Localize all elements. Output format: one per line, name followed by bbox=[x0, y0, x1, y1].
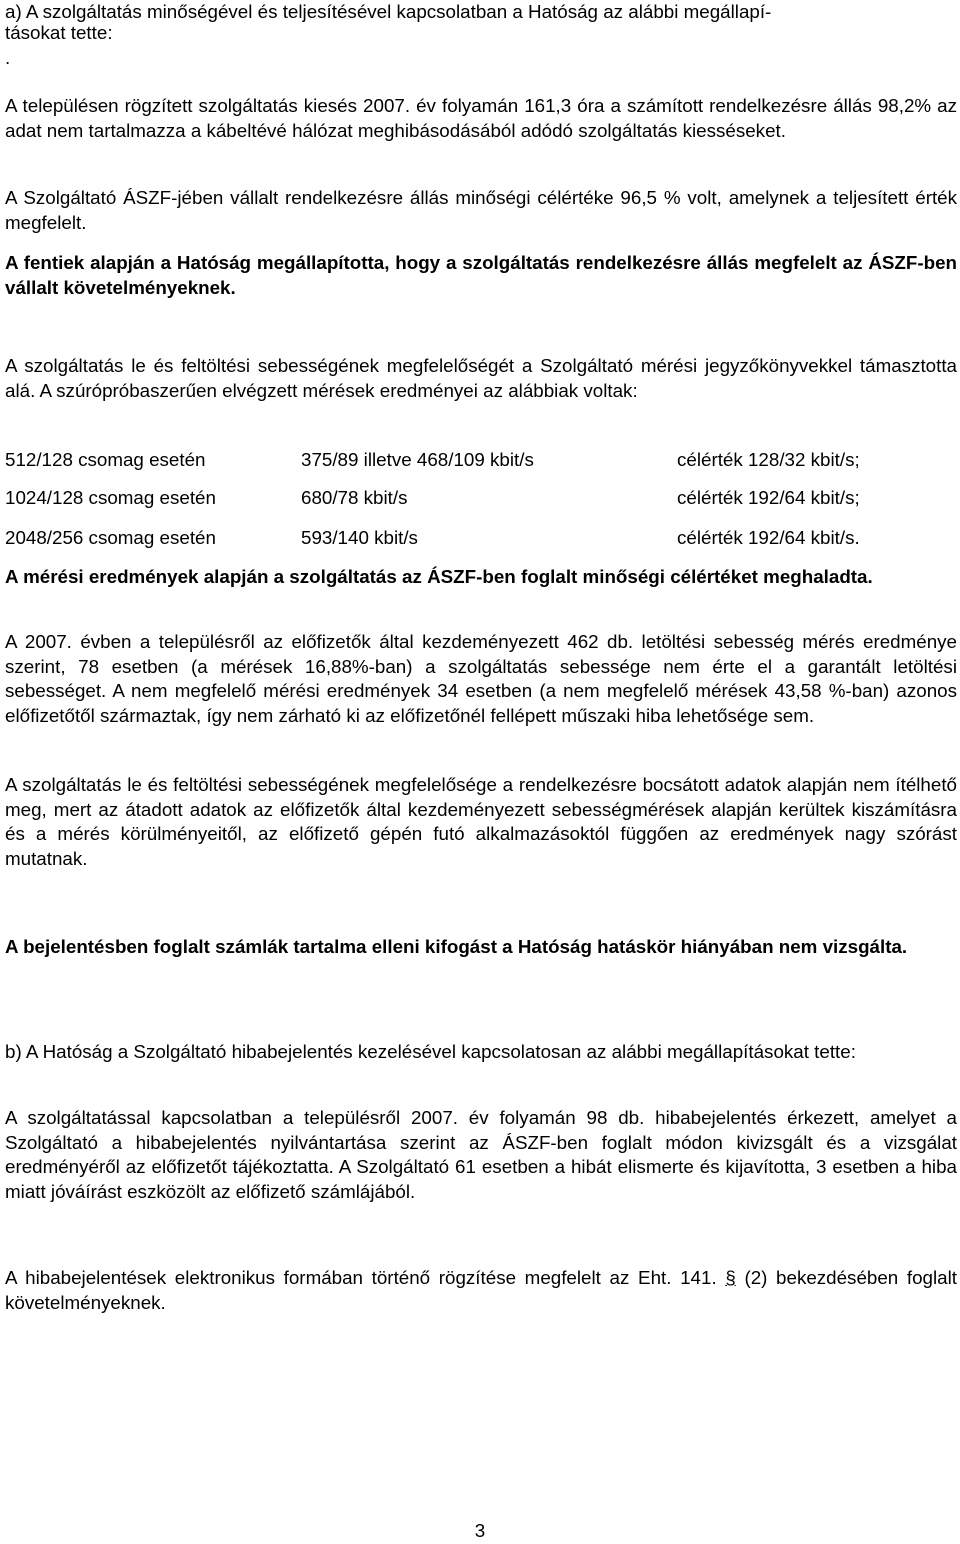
measurement-target: célérték 192/64 kbit/s. bbox=[677, 527, 860, 548]
measurement-row bbox=[5, 486, 957, 512]
paragraph-availability-target: A Szolgáltató ÁSZF-jében vállalt rendelkezésre állás minőségi célértéke 96,5 % volt, amelynek a teljesített érték megfelelt. bbox=[5, 187, 957, 233]
dot-line: . bbox=[5, 47, 11, 68]
measurement-package: 512/128 csomag esetén bbox=[5, 449, 206, 470]
measurement-measured: 680/78 kbit/s bbox=[301, 487, 408, 508]
page-number: 3 bbox=[474, 1520, 486, 1541]
paragraph-fault-reports: A szolgáltatással kapcsolatban a településről 2007. év folyamán 98 db. hibabejelentés érkezett, amelyet a Szolgáltató a hibabejelentés nyilvántartása szerint az ÁSZF-ben foglalt módon kivizsgált és a vizsgálat eredményéről az előfizetőt tájékoztatta. A Szolgáltató 61 esetben a hibát elismerte és kijavította, 3 esetben a hiba miatt jóváírást eszközölt az előfizető számlájából. bbox=[5, 1107, 957, 1202]
paragraph-invoice-conclusion: A bejelentésben foglalt számlák tartalma elleni kifogást a Hatóság hatáskör hiányában nem vizsgálta. bbox=[5, 936, 908, 957]
paragraph-electronic-records bbox=[5, 1266, 957, 1315]
measurement-package: 2048/256 csomag esetén bbox=[5, 527, 216, 548]
paragraph-outage: A településen rögzített szolgáltatás kiesés 2007. év folyamán 161,3 óra a számított rendelkezésre állás 98,2% az adat nem tartalmazza a kábeltévé hálózat meghibásodásából adódó szolgáltatás kiesséseket. bbox=[5, 95, 957, 141]
section-a-intro-line2: tásokat tette: bbox=[5, 22, 113, 43]
measurement-target: célérték 192/64 kbit/s; bbox=[677, 487, 860, 508]
measurement-target: célérték 128/32 kbit/s; bbox=[677, 449, 860, 470]
para-text-before: A hibabejelentések elektronikus formában történő rögzítése megfelelt az Eht. 141. bbox=[5, 1267, 726, 1288]
measurement-measured: 375/89 illetve 468/109 kbit/s bbox=[301, 449, 534, 470]
measurement-measured: 593/140 kbit/s bbox=[301, 527, 418, 548]
paragraph-speed-intro: A szolgáltatás le és feltöltési sebességének megfelelőségét a Szolgáltató mérési jegyzőkönyvekkel támasztotta alá. A szúrópróbaszerűen elvégzett mérések eredményei az alábbiak voltak: bbox=[5, 355, 957, 401]
paragraph-speed-assessment: A szolgáltatás le és feltöltési sebességének megfelelősége a rendelkezésre bocsátott adatok alapján nem ítélhető meg, mert az átadott adatok az előfizetők által kezdeményezett sebességmérések alapján kerültek kiszámításra és a mérés körülményeitől, az előfizető gépén futó alkalmazásoktól függően az eredmények nagy szórást mutatnak. bbox=[5, 774, 957, 869]
measurement-package: 1024/128 csomag esetén bbox=[5, 487, 216, 508]
measurement-row bbox=[5, 526, 957, 552]
section-b-intro: b) A Hatóság a Szolgáltató hibabejelentés kezelésével kapcsolatosan az alábbi megállapításokat tette: bbox=[5, 1041, 856, 1062]
paragraph-subscriber-measurements: A 2007. évben a településről az előfizetők által kezdeményezett 462 db. letöltési sebesség mérés eredménye szerint, 78 esetben (a mérések 16,88%-ban) a szolgáltatás sebessége nem érte el a garantált letöltési sebességet. A nem megfelelő mérési eredmények 34 esetben (a nem megfelelő mérések 43,58 %-ban) azonos előfizetőtől származtak, így nem zárható ki az előfizetőnél fellépett műszaki hiba lehetősége sem. bbox=[5, 631, 957, 726]
section-a-intro-line1: a) A szolgáltatás minőségével és teljesítésével kapcsolatban a Hatóság az alábbi megállapí- bbox=[5, 1, 772, 22]
para-text-after: (2) bekezdésében foglalt követelményeknek. bbox=[5, 1267, 958, 1313]
paragraph-speed-conclusion: A mérési eredmények alapján a szolgáltatás az ÁSZF-ben foglalt minőségi célértéket meghaladta. bbox=[5, 566, 873, 587]
section-sign: § bbox=[725, 1267, 736, 1288]
measurement-row bbox=[5, 448, 957, 474]
paragraph-availability-conclusion: A fentiek alapján a Hatóság megállapította, hogy a szolgáltatás rendelkezésre állás megfelelt az ÁSZF-ben vállalt követelményeknek. bbox=[5, 252, 957, 298]
